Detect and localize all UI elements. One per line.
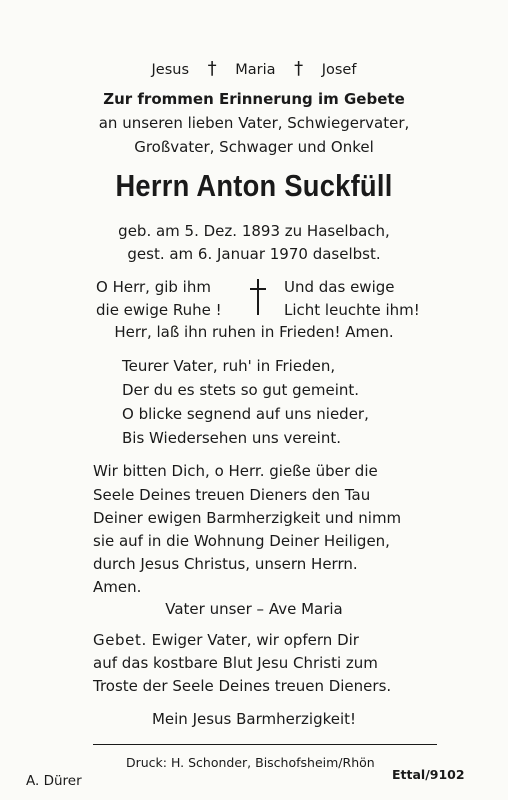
gebet-label: Gebet. [93, 631, 147, 649]
prayer-left-2: die ewige Ruhe ! [96, 301, 222, 319]
poem-line: Bis Wiedersehen uns vereint. [122, 429, 342, 447]
footer-divider [93, 744, 437, 745]
artist-credit: A. Dürer [26, 773, 82, 789]
memory-line-3: Großvater, Schwager und Onkel [134, 138, 374, 156]
gebet-line-1-text: Ewiger Vater, wir opfern Dir [146, 631, 359, 649]
vater-unser-line: Vater unser – Ave Maria [165, 600, 343, 618]
petition-line: sie auf in die Wohnung Deiner Heiligen, [93, 532, 390, 550]
petition-line: Seele Deines treuen Dieners den Tau [93, 486, 371, 504]
memory-title: Zur frommen Erinnerung im Gebete [103, 90, 405, 108]
closing-line: Mein Jesus Barmherzigkeit! [151, 710, 357, 728]
prayer-right-1: Und das ewige [284, 278, 395, 296]
prayer-line-3: Herr, laß ihn ruhen in Frieden! Amen. [114, 323, 394, 341]
death-line: gest. am 6. Januar 1970 daselbst. [127, 245, 381, 263]
birth-line: geb. am 5. Dez. 1893 zu Haselbach, [118, 222, 390, 240]
cross-icon: † [207, 58, 217, 79]
josef-text: Josef [321, 62, 357, 78]
prayer-right-2: Licht leuchte ihm! [284, 301, 420, 319]
catalog-code: Ettal/9102 [392, 767, 465, 782]
prayer-left-1: O Herr, gib ihm [96, 278, 211, 296]
gebet-line-1 [93, 631, 359, 649]
petition-line: Wir bitten Dich, o Herr. gieße über die [93, 462, 378, 480]
petition-line: Deiner ewigen Barmherzigkeit und nimm [93, 509, 402, 527]
memory-line-2: an unseren lieben Vater, Schwiegervater, [98, 114, 410, 132]
gebet-line-2: auf das kostbare Blut Jesu Christi zum [93, 654, 378, 672]
petition-line: Amen. [93, 578, 142, 596]
poem-line: O blicke segnend auf uns nieder, [122, 405, 369, 423]
printer-credit: Druck: H. Schonder, Bischofsheim/Rhön [126, 755, 375, 770]
deceased-name: Herrn Anton Suckfüll [115, 168, 393, 203]
poem-line: Teurer Vater, ruh' in Frieden, [122, 357, 336, 375]
cross-icon: † [294, 58, 304, 79]
maria-text: Maria [235, 62, 276, 78]
jesus-text: Jesus [151, 62, 190, 78]
poem-line: Der du es stets so gut gemeint. [122, 381, 360, 399]
gebet-line-3: Troste der Seele Deines treuen Dieners. [93, 677, 392, 695]
petition-line: durch Jesus Christus, unsern Herrn. [93, 555, 358, 573]
cross-icon [249, 279, 267, 315]
holy-family-line [0, 60, 508, 79]
